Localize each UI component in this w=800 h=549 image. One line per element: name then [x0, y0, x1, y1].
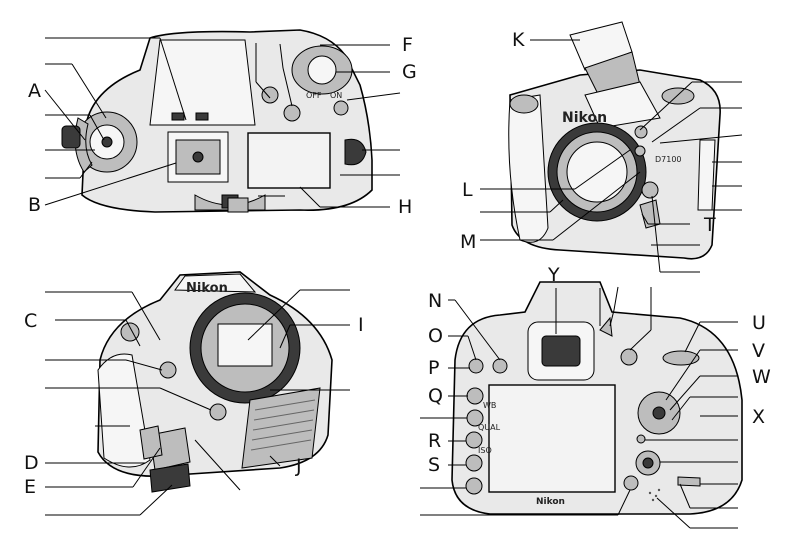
callout-u: U — [752, 312, 766, 334]
callout-i: I — [358, 314, 364, 336]
mirror-front — [218, 324, 272, 366]
svg-text:WB: WB — [483, 401, 497, 410]
callout-p: P — [428, 357, 440, 379]
svg-text:ON: ON — [330, 91, 343, 100]
focus-selector-lock[interactable] — [637, 435, 645, 443]
callout-f: F — [402, 34, 413, 56]
exposure-comp-button[interactable] — [334, 101, 348, 115]
callout-w: W — [752, 366, 771, 388]
svg-text:D7100: D7100 — [655, 155, 682, 164]
svg-text:ISO: ISO — [478, 446, 492, 455]
delete-button[interactable] — [493, 359, 507, 373]
callout-o: O — [428, 325, 443, 347]
depth-of-field-button[interactable] — [635, 146, 645, 156]
callout-n: N — [428, 290, 443, 312]
iso-button[interactable] — [466, 455, 482, 471]
info-button[interactable] — [466, 478, 482, 494]
strap-eyelet-left — [62, 126, 80, 148]
callout-s: S — [428, 454, 441, 476]
top-control-panel — [248, 133, 330, 188]
callout-c: C — [24, 310, 38, 332]
callout-m: M — [460, 231, 477, 253]
playback-button[interactable] — [469, 359, 483, 373]
callout-k: K — [512, 29, 525, 51]
callout-q: Q — [428, 385, 443, 407]
shutter-release-button[interactable] — [308, 56, 336, 84]
callout-j: J — [296, 455, 302, 477]
lv-button[interactable] — [643, 458, 653, 468]
mirror — [567, 142, 627, 202]
monitor — [489, 385, 615, 492]
callout-a: A — [28, 80, 41, 102]
af-assist-illuminator — [635, 126, 647, 138]
speaker-grille — [242, 388, 320, 468]
main-command-dial[interactable] — [663, 351, 699, 365]
ae-af-lock-button[interactable] — [621, 349, 637, 365]
card-slot-cover — [678, 477, 700, 486]
callout-r: R — [428, 430, 442, 452]
svg-text:Nikon: Nikon — [536, 497, 565, 507]
callout-t: T — [704, 214, 716, 236]
svg-text:QUAL: QUAL — [478, 423, 501, 432]
svg-text:Nikon: Nikon — [562, 110, 608, 126]
bracketing-button[interactable] — [160, 362, 176, 378]
movie-record-button[interactable] — [284, 105, 300, 121]
callout-g: G — [402, 61, 417, 83]
callout-x: X — [752, 406, 766, 428]
viewfinder-eyepiece — [542, 336, 580, 366]
callout-d: D — [24, 452, 39, 474]
camera-rear-view — [452, 282, 742, 514]
svg-text:OFF: OFF — [306, 91, 322, 100]
ok-button[interactable] — [653, 407, 665, 419]
i-button[interactable] — [624, 476, 638, 490]
metering-button[interactable] — [262, 87, 278, 103]
callout-h: H — [398, 196, 413, 218]
menu-button[interactable] — [467, 388, 483, 404]
callout-l: L — [462, 179, 473, 201]
callout-v: V — [752, 340, 765, 362]
callout-b: B — [28, 194, 42, 216]
svg-text:Nikon: Nikon — [186, 281, 228, 296]
callout-y: Y — [548, 264, 560, 286]
callout-e: E — [24, 476, 37, 498]
lens-release-button[interactable] — [642, 182, 658, 198]
pv-button[interactable] — [210, 404, 226, 420]
